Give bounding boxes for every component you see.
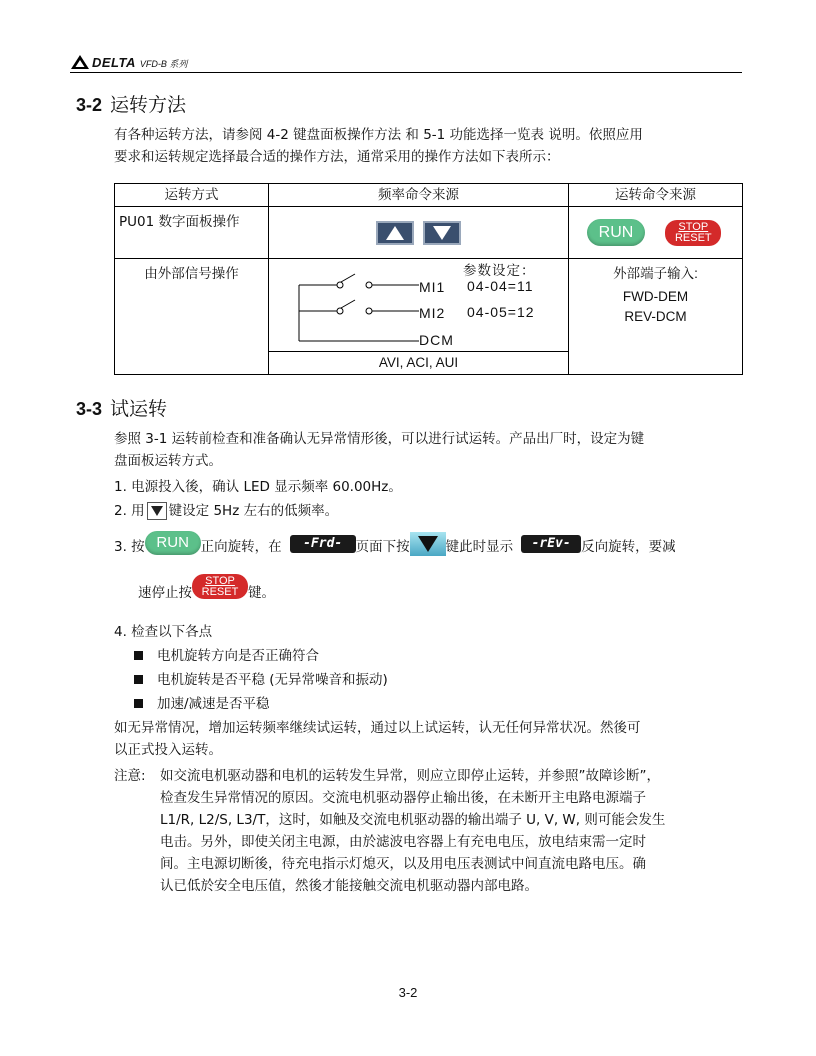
square-bullet-icon	[134, 699, 143, 708]
mi1-label: MI1	[419, 279, 446, 295]
parameter-setting-label: 参数设定：	[463, 263, 536, 279]
stop-reset-button-icon: STOP RESET	[192, 574, 248, 599]
stop-reset-button-icon: STOP RESET	[665, 220, 721, 246]
external-signal-cell	[269, 259, 569, 352]
normal-operation-text: 如无异常情况，增加运转频率继续试运转，通过以上试运转，认无任何异常状况。然後可 以正式投入运转。	[114, 720, 641, 758]
table-header: 运转方式	[115, 184, 269, 207]
page-number: 3-2	[398, 985, 418, 1000]
terminal-input-label: 外部端子输入:	[613, 266, 698, 281]
analog-input-cell: AVI, ACI, AUI	[269, 352, 569, 375]
run-button-icon: RUN	[587, 219, 645, 246]
step-3-continued: 速停止按 STOP RESET 键。	[138, 575, 275, 601]
rev-terminal: REV-DCM	[624, 309, 687, 324]
fwd-terminal: FWD-DEM	[622, 289, 689, 304]
mode-cell: PU01 数字面板操作	[115, 207, 269, 259]
external-terminal-cell	[569, 259, 743, 375]
rev-display-icon: -rEv-	[521, 535, 581, 553]
mode-cell: 由外部信号操作	[115, 259, 269, 375]
table-row	[115, 259, 743, 352]
section-3-3-intro: 参照 3-1 运转前检查和准备确认无异常情形後，可以进行试运转。产品出厂时，设定为键 盘面板运转方式。	[114, 431, 645, 469]
list-item: 电机旋转是否平稳 (无异常噪音和振动)	[134, 669, 388, 691]
brand-name: DELTA	[92, 54, 136, 70]
note-label: 注意:	[114, 768, 146, 784]
list-item: 电机旋转方向是否正确符合	[134, 645, 388, 667]
step-1: 1. 电源投入後，确认 LED 显示频率 60.00Hz。	[114, 479, 402, 495]
mi2-setting: 04-05=12	[467, 304, 535, 320]
down-arrow-key-icon	[410, 532, 446, 556]
keypad-command-cell	[569, 207, 743, 259]
keypad-keys-cell	[269, 207, 569, 259]
header-rule	[70, 72, 742, 73]
dcm-label: DCM	[419, 332, 454, 348]
table-header: 运转命令来源	[569, 184, 743, 207]
series-label: VFD-B 系列	[139, 59, 188, 69]
run-button-icon: RUN	[145, 531, 201, 555]
table-header: 频率命令来源	[269, 184, 569, 207]
down-arrow-key-icon	[423, 221, 461, 245]
square-bullet-icon	[134, 651, 143, 660]
section-3-2-heading: 3-2 运转方法	[76, 94, 187, 116]
table-header-row	[115, 184, 743, 207]
step-2: 2. 用 键设定 5Hz 左右的低频率。	[114, 503, 339, 519]
up-arrow-key-icon	[376, 221, 414, 245]
square-bullet-icon	[134, 675, 143, 684]
section-3-3-heading: 3-3 试运转	[76, 398, 168, 420]
frd-display-icon: -Frd-	[290, 535, 356, 553]
header-brand	[70, 52, 187, 72]
mi1-setting: 04-04=11	[467, 278, 534, 294]
table-row	[115, 207, 743, 259]
list-item: 加速/减速是否平稳	[134, 693, 388, 715]
delta-logo-icon	[70, 54, 90, 70]
step-4: 4. 检查以下各点	[114, 624, 213, 640]
mi2-label: MI2	[419, 305, 446, 321]
operation-methods-table	[114, 183, 743, 375]
check-list	[134, 645, 388, 715]
down-key-icon	[147, 502, 167, 520]
switch-wiring-icon	[269, 259, 429, 351]
section-3-2-intro: 有各种运转方法，请参阅 4-2 键盘面板操作方法 和 5-1 功能选择一览表 说明。依照应用 要求和运转规定选择最合适的操作方法，通常采用的操作方法如下表所示：	[114, 127, 643, 165]
step-3: 3. 按 RUN 正向旋转，在 -Frd- 页面下按 键此时显示 -rEv- 反向旋转，要减	[114, 535, 676, 559]
note-text: 如交流电机驱动器和电机的运转发生异常，则应立即停止运转，并参照”故障诊断”， 检查发生异常情况的原因。交流电机驱动器停止输出後，在未断开主电路电源端子 L1/R, L2/S, L3/T，这时，如触及交流电机驱动器的输出端子 U, V, W, 则可能会发生 电击。另外，即使关闭主电源，由於滤波电容器上有充电电压，放电结束需一定时 间。主电源切断後，待充电指示灯熄灭，以及用电压表测试中间直流电路电压。确 认已低於安全电压值，然後才能接触交流电机驱动器内部电路。	[160, 768, 666, 894]
